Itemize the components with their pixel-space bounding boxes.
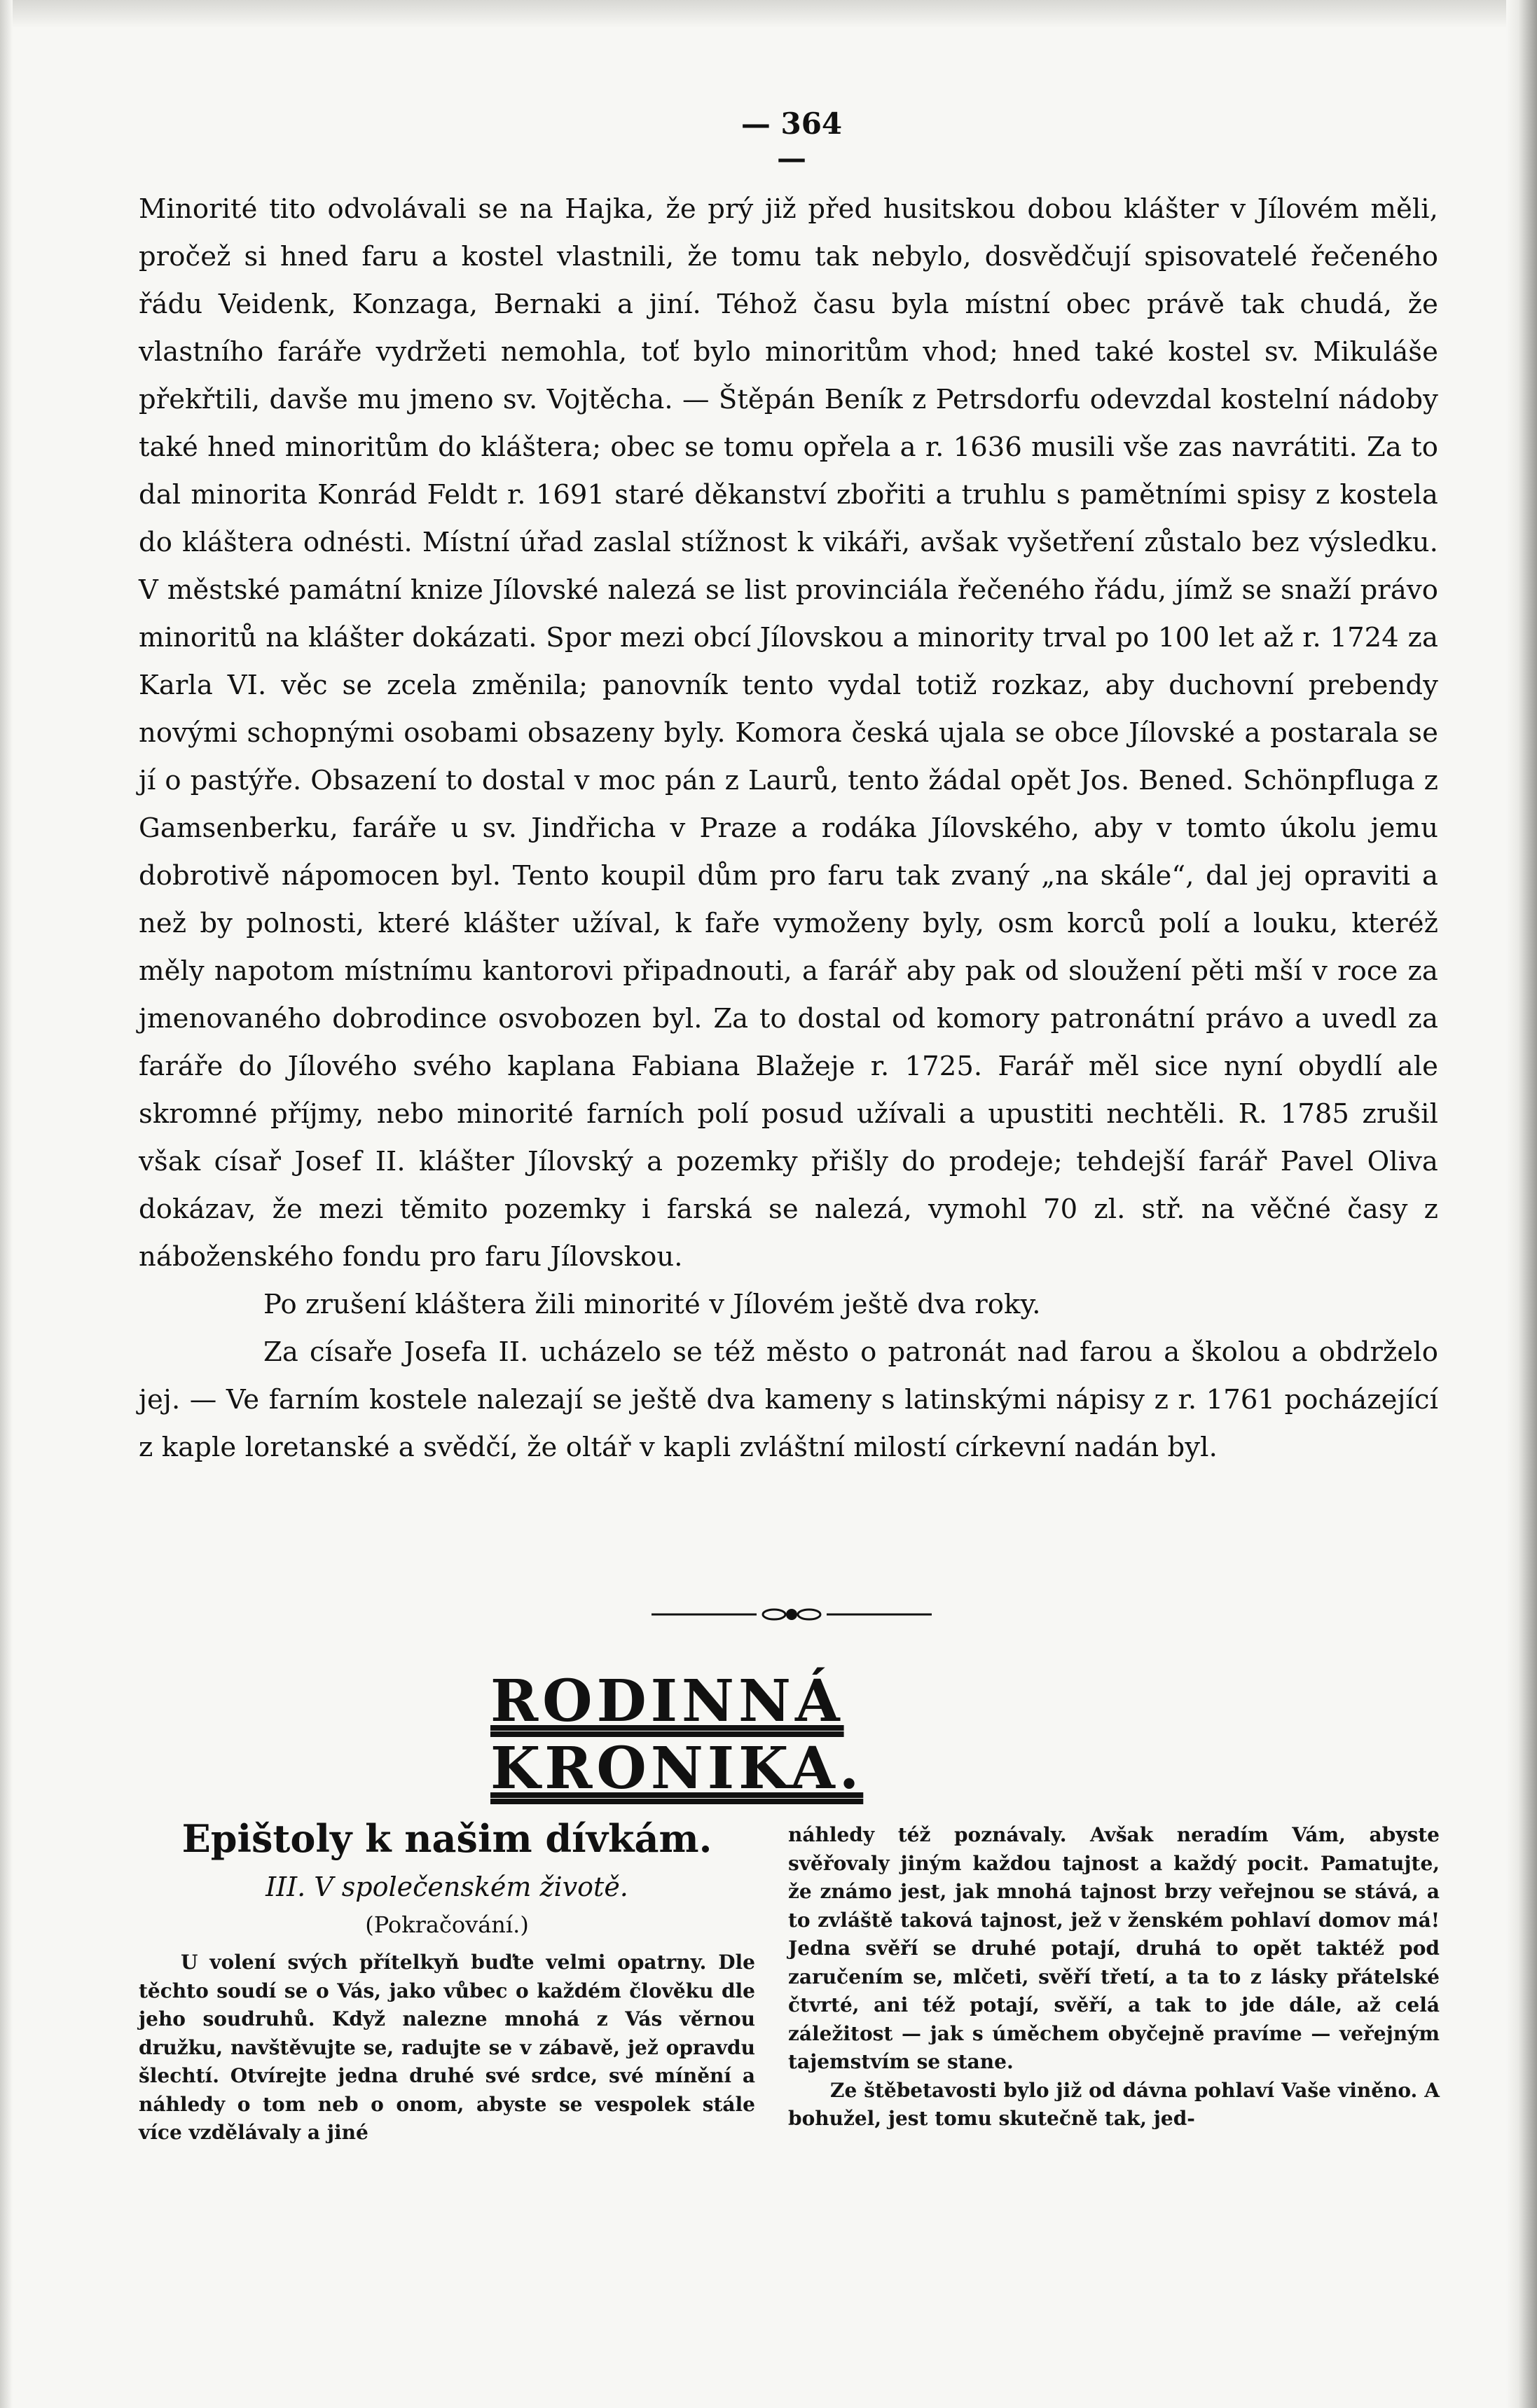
- main-text-block: [139, 186, 1438, 1472]
- page-edge-top: [0, 0, 1537, 28]
- article-right-paragraph-1: náhledy též poznávaly. Avšak neradím Vám, abyste svěřovaly jiným každou tajnost a každý pocit. Pamatujte, že známo jest, jak mnohá tajnost brzy veřejnou se stává, a to zvláště taková tajnost, jež v ženském pohlaví domov má! Jedna svěří se druhé potají, druhá to opět taktéž pod zaručením se, mlčeti, svěří třetí, a ta to z lásky přátelské čtvrté, ani též potají, svěří, a tak to jde dále, až celá záležitost — jak s úměchem obyčejně pravíme — veřejným tajemstvím se stane.: [788, 1823, 1440, 2073]
- article-subtitle: III. V společenském životě.: [266, 1871, 628, 1902]
- page-edge-left: [0, 0, 13, 2408]
- article-title: Epištoly k našim dívkám.: [181, 1816, 712, 1861]
- page-number: — 364 —: [740, 106, 843, 175]
- main-paragraph-1: Minorité tito odvolávali se na Hajka, že prý již před husitskou dobou klášter v Jílovém měli, pročež si hned faru a kostel vlastnili, že tomu tak nebylo, dosvědčují spisovatelé řečeného řádu Veidenk, Konzaga, Bernaki a jiní. Téhož času byla místní obec právě tak chudá, že vlastního faráře vydržeti nemohla, toť bylo minoritům vhod; hned také kostel sv. Mikuláše překřtili, davše mu jmeno sv. Vojtěcha. — Štěpán Beník z Petrsdorfu odevzdal kostelní nádoby také hned minoritům do kláštera; obec se tomu opřela a r. 1636 musili vše zas navrátiti. Za to dal minorita Konrád Feldt r. 1691 staré děkanství zbořiti a truhlu s pamětními spisy z kostela do kláštera odnésti. Místní úřad zaslal stížnost k vikáři, avšak vyšetření zůstalo bez výsledku. V městské památní knize Jílovské nalezá se list provinciála řečeného řádu, jímž se snaží právo minoritů na klášter dokázati. Spor mezi obcí Jílovskou a minority trval po 100 let až r. 1724 za Karla VI. věc se zcela změnila; panovník tento vydal totiž rozkaz, aby duchovní prebendy novými schopnými osobami obsazeny byly. Komora česká ujala se obce Jílovské a postarala se jí o pastýře. Obsazení to dostal v moc pán z Laurů, tento žádal opět Jos. Bened. Schönpfluga z Gamsenberku, faráře u sv. Jindřicha v Praze a rodáka Jílovského, aby v tomto úkolu jemu dobrotivě nápomocen byl. Tento koupil dům pro faru tak zvaný „na skále“, dal jej opraviti a než by polnosti, které klášter užíval, k faře vymoženy byly, osm korců polí a louku, kteréž měly napotom místnímu kantorovi připadnouti, a farář aby pak od sloužení pěti mší v roce za jmenovaného dobrodince osvobozen byl. Za to dostal od komory patronátní právo a uvedl za faráře do Jílového svého kaplana Fabiana Blažeje r. 1725. Farář měl sice nyní obydlí ale skromné příjmy, nebo minorité farních polí posud užívali a upustiti nechtěli. R. 1785 zrušil však císař Josef II. klášter Jílovský a pozemky přišly do prodeje; tehdejší farář Pavel Oliva dokázav, že mezi těmito pozemky i farská se nalezá, vymohl 70 zl. stř. na věčné časy z náboženského fondu pro faru Jílovskou.: [139, 193, 1438, 1273]
- section-title-banner: [490, 1668, 1072, 1802]
- page-edge-right: [1506, 0, 1537, 2408]
- article-left-column: [139, 1814, 755, 2147]
- article-right-paragraph-2: Ze štěbetavosti bylo již od dávna pohlaví Vaše viněno. A bohužel, jest tomu skutečně tak, jed-: [788, 2078, 1440, 2130]
- article-right-column: [788, 1821, 1440, 2133]
- section-divider-ornament: [652, 1604, 932, 1625]
- article-left-paragraph: U volení svých přítelkyň buďte velmi opatrny. Dle těchto soudí se o Vás, jako vůbec o každém člověku dle jeho soudruhů. Když nalezne mnohá z Vás věrnou družku, navštěvujte se, radujte se v zábavě, jež opravdu šlechtí. Otvírejte jedna druhé své srdce, své mínění a náhledy o tom neb o onom, abyste se vespolek stále více vzdělávaly a jiné: [139, 1951, 755, 2144]
- main-paragraph-2: Po zrušení kláštera žili minorité v Jílovém ještě dva roky.: [263, 1289, 1041, 1320]
- section-title: RODINNÁ KRONIKA.: [490, 1668, 1072, 1802]
- main-paragraph-3: Za císaře Josefa II. ucházelo se též město o patronát nad farou a školou a obdrželo jej. — Ve farním kostele nalezají se ještě dva kameny s latinskými nápisy z r. 1761 pocházející z kaple loretanské a svědčí, že oltář v kapli zvláštní milostí církevní nadán byl.: [139, 1336, 1438, 1463]
- article-continuation-note: (Pokračování.): [365, 1911, 529, 1938]
